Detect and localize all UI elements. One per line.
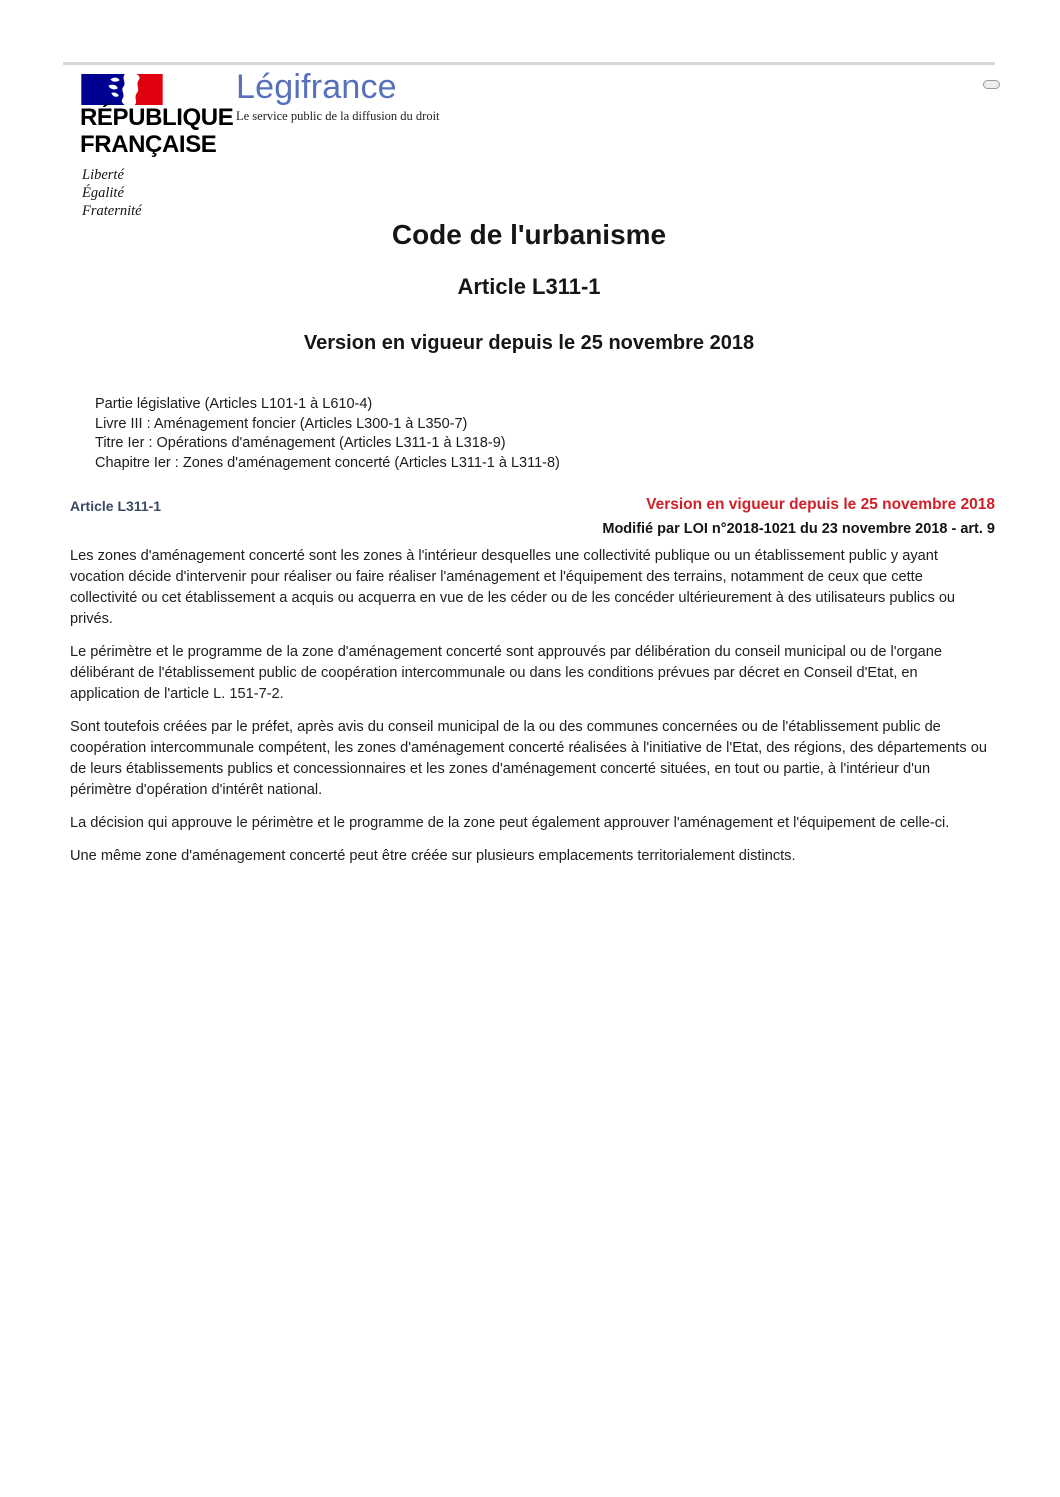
legifrance-logo[interactable]	[236, 68, 440, 124]
article-paragraph: La décision qui approuve le périmètre et le programme de la zone peut également approuver l'aménagement et l'équipement de celle-ci.	[70, 815, 950, 831]
article-number-title: Article L311-1	[457, 274, 601, 299]
version-title: Version en vigueur depuis le 25 novembre 2018	[303, 332, 755, 354]
article-paragraph: Le périmètre et le programme de la zone d'aménagement concerté sont approuvés par délibération du conseil municipal ou de l'organe délibérant de l'établissement public de coopération intercommunale ou dans les conditions prévues par décret en Conseil d'Etat, en application de l'article L. 151-7-2.	[70, 644, 942, 702]
article-paragraph: Les zones d'aménagement concerté sont les zones à l'intérieur desquelles une collectivité publique ou un établissement public y ayant vocation décide d'intervenir pour réaliser ou faire réaliser l'aménagement et l'équipement des terrains, notamment de ceux que cette collectivité ou cet établissement a acquis ou acquerra en vue de les céder ou de les concéder ultérieurement à des utilisateurs publics ou privés.	[70, 548, 956, 627]
motto-egalite: Égalité	[82, 185, 124, 201]
hierarchy-chapitre: Chapitre Ier : Zones d'aménagement concerté (Articles L311-1 à L311-8)	[95, 455, 560, 472]
article-label: Article L311-1	[70, 498, 162, 514]
motto	[82, 166, 142, 220]
code-hierarchy	[95, 395, 560, 474]
article-paragraph: Sont toutefois créées par le préfet, après avis du conseil municipal de la ou des communes concernées ou de l'établissement public de coopération intercommunale compétent, les zones d'aménagement concerté réalisées à l'initiative de l'Etat, des régions, des départements ou de leurs établissements publics et concessionnaires et les zones d'aménagement concerté situées, en tout ou partie, à l'intérieur d'un périmètre d'opération d'intérêt national.	[70, 719, 987, 798]
motto-fraternite: Fraternité	[82, 203, 142, 219]
legifrance-tagline: Le service public de la diffusion du droit	[236, 109, 440, 123]
article-body	[70, 546, 991, 879]
republique-francaise-wordmark	[80, 104, 233, 158]
version-status-badge: Version en vigueur depuis le 25 novembre 2018	[646, 496, 995, 513]
legifrance-title[interactable]: Légifrance	[236, 68, 397, 106]
republique-francaise-marianne-icon	[81, 74, 163, 105]
header-divider	[63, 62, 995, 65]
hierarchy-livre: Livre III : Aménagement foncier (Articles L300-1 à L350-7)	[95, 415, 468, 432]
article-paragraph: Une même zone d'aménagement concerté peut être créée sur plusieurs emplacements territorialement distincts.	[70, 848, 796, 864]
francaise-line: FRANÇAISE	[80, 131, 217, 158]
republique-line: RÉPUBLIQUE	[80, 104, 234, 131]
motto-liberte: Liberté	[82, 167, 124, 183]
hierarchy-partie: Partie législative (Articles L101-1 à L610-4)	[95, 396, 373, 412]
modified-by-line: Modifié par LOI n°2018-1021 du 23 novembre 2018 - art. 9	[602, 521, 995, 537]
pill-indicator	[983, 80, 1000, 89]
code-title: Code de l'urbanisme	[391, 219, 667, 250]
hierarchy-titre: Titre Ier : Opérations d'aménagement (Articles L311-1 à L318-9)	[95, 435, 506, 452]
